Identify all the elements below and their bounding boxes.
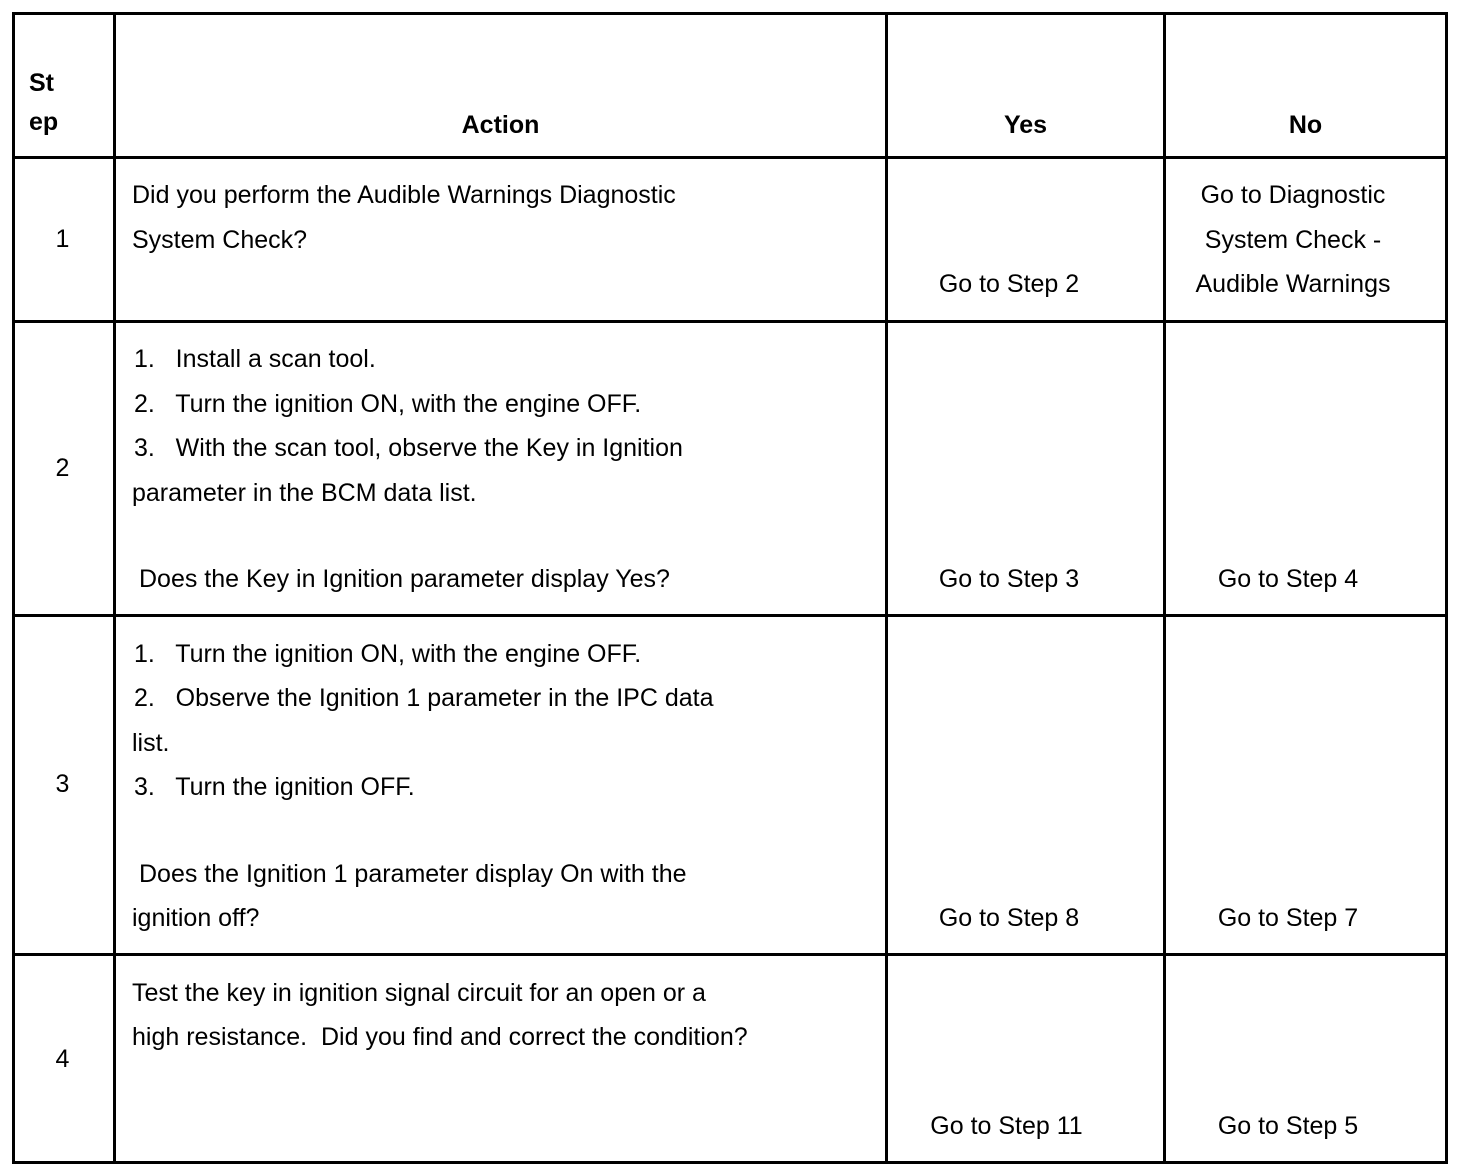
row-2-no: Go to Step 4 — [1217, 565, 1359, 593]
grid-line — [12, 156, 1448, 159]
row-3-yes: Go to Step 8 — [938, 904, 1080, 932]
row-3-action-question: Does the Ignition 1 parameter display On with the — [139, 860, 687, 888]
row-3-action-line: 3. Turn the ignition OFF. — [134, 773, 415, 801]
row-2-yes: Go to Step 3 — [938, 565, 1080, 593]
row-4-action-line: Test the key in ignition signal circuit for an open or a — [132, 979, 706, 1007]
row-2-action-line: 1. Install a scan tool. — [134, 345, 376, 373]
row-3-no: Go to Step 7 — [1217, 904, 1359, 932]
header-action: Action — [461, 111, 540, 139]
grid-line — [12, 953, 1448, 956]
row-1-no-line: System Check - — [1204, 226, 1382, 254]
row-1-no-line: Audible Warnings — [1195, 270, 1391, 298]
row-1-no-line: Go to Diagnostic — [1200, 181, 1386, 209]
grid-line — [1445, 12, 1448, 1164]
row-4-step: 4 — [55, 1045, 70, 1073]
row-4-no: Go to Step 5 — [1217, 1112, 1359, 1140]
row-1-step: 1 — [55, 225, 70, 253]
row-4-yes: Go to Step 11 — [930, 1112, 1083, 1140]
grid-line — [12, 320, 1448, 323]
row-2-action-line: 2. Turn the ignition ON, with the engine OFF. — [134, 390, 642, 418]
row-3-action-line: list. — [132, 729, 170, 757]
row-4-action-line: high resistance. Did you find and correct the condition? — [132, 1023, 748, 1051]
row-3-step: 3 — [55, 770, 70, 798]
header-no: No — [1288, 111, 1323, 139]
grid-line — [113, 12, 116, 1164]
row-3-action-question: ignition off? — [132, 904, 260, 932]
row-1-yes: Go to Step 2 — [938, 270, 1080, 298]
grid-line — [12, 12, 1448, 15]
header-yes: Yes — [1003, 111, 1048, 139]
row-1-action-line: Did you perform the Audible Warnings Diagnostic — [132, 181, 676, 209]
diagnostic-table — [12, 12, 1448, 1164]
row-2-action-line: parameter in the BCM data list. — [132, 479, 477, 507]
row-3-action-line: 2. Observe the Ignition 1 parameter in the IPC data — [134, 684, 714, 712]
row-2-step: 2 — [55, 454, 70, 482]
row-2-action-question: Does the Key in Ignition parameter display Yes? — [139, 565, 670, 593]
row-2-action-line: 3. With the scan tool, observe the Key in Ignition — [134, 434, 683, 462]
grid-line — [12, 1161, 1448, 1164]
grid-line — [12, 12, 15, 1164]
grid-line — [12, 614, 1448, 617]
row-1-action-line: System Check? — [132, 226, 308, 254]
header-step: St ep — [29, 69, 59, 136]
row-3-action-line: 1. Turn the ignition ON, with the engine OFF. — [134, 640, 642, 668]
